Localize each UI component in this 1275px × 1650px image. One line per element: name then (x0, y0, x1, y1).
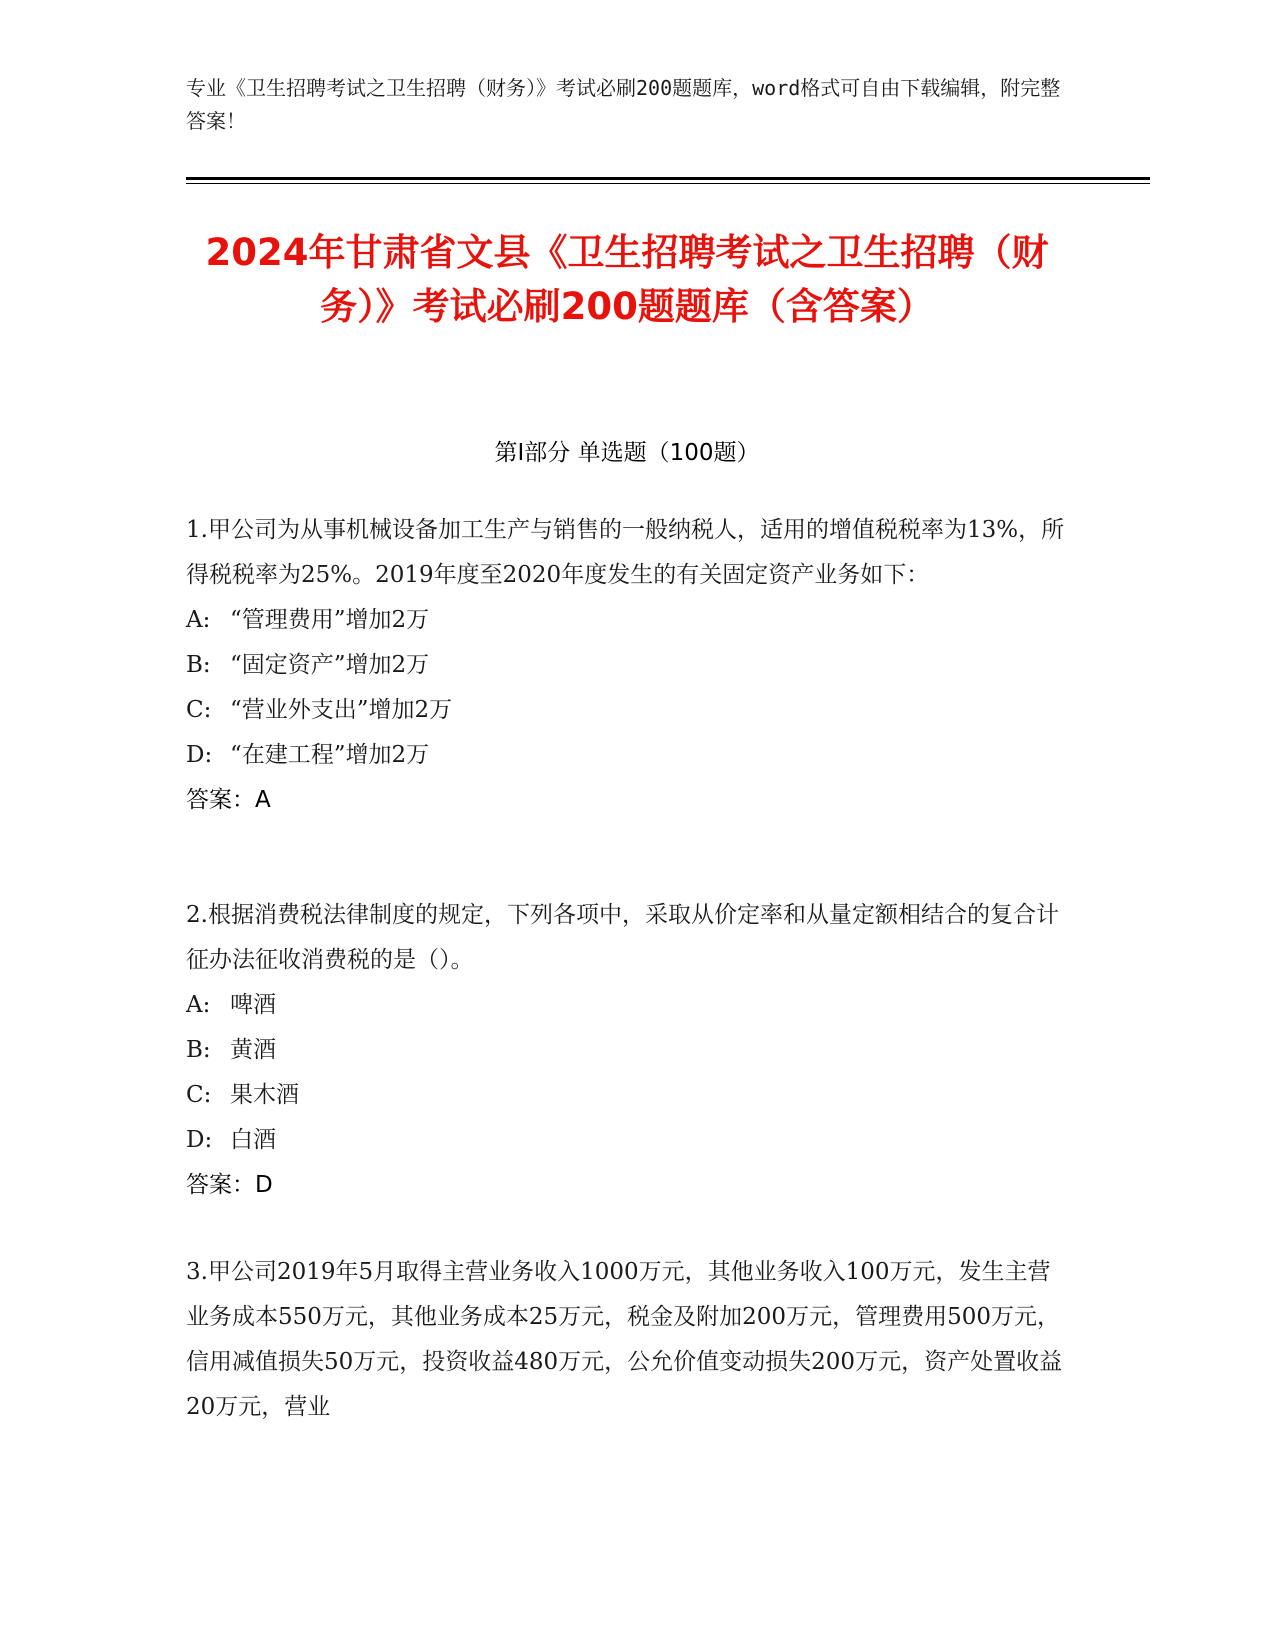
option-letter: D: (186, 742, 213, 768)
question-1 (186, 508, 1066, 823)
option-a (186, 983, 1066, 1028)
question-3 (186, 1250, 1066, 1430)
option-b (186, 643, 1066, 688)
option-letter: B: (186, 652, 211, 678)
document-title: 2024年甘肃省文县《卫生招聘考试之卫生招聘（财务）》考试必刷200题题库（含答案） (205, 231, 1049, 328)
option-text: “营业外支出”增加2万 (230, 697, 453, 723)
option-letter: A: (186, 992, 211, 1018)
option-letter: C: (186, 697, 212, 723)
header-note: 专业《卫生招聘考试之卫生招聘（财务）》考试必刷200题题库，word格式可自由下载编辑，附完整答案！ (186, 76, 1061, 133)
header-divider-thick (186, 177, 1150, 180)
answer-label: 答案： (186, 787, 255, 813)
answer-line (186, 1163, 1066, 1208)
option-letter: D: (186, 1127, 213, 1153)
question-stem: 1.甲公司为从事机械设备加工生产与销售的一般纳税人，适用的增值税税率为13%，所得税税率为25%。2019年度至2020年度发生的有关固定资产业务如下： (186, 517, 1065, 588)
option-text: “在建工程”增加2万 (230, 742, 430, 768)
question-stem: 2.根据消费税法律制度的规定，下列各项中，采取从价定率和从量定额相结合的复合计征办法征收消费税的是（）。 (186, 902, 1059, 973)
answer-value: A (255, 787, 271, 813)
option-b (186, 1028, 1066, 1073)
option-d (186, 733, 1066, 778)
option-text: 啤酒 (230, 992, 276, 1018)
option-a (186, 598, 1066, 643)
answer-value: D (255, 1172, 273, 1198)
option-text: 果木酒 (230, 1082, 299, 1108)
option-d (186, 1118, 1066, 1163)
option-letter: A: (186, 607, 211, 633)
answer-label: 答案： (186, 1172, 255, 1198)
option-text: “管理费用”增加2万 (230, 607, 430, 633)
answer-line (186, 778, 1066, 823)
option-letter: B: (186, 1037, 211, 1063)
section-title: 第I部分 单选题（100题） (494, 440, 760, 466)
question-2 (186, 893, 1066, 1208)
option-letter: C: (186, 1082, 212, 1108)
question-stem: 3.甲公司2019年5月取得主营业务收入1000万元，其他业务收入100万元，发生主营业务成本550万元，其他业务成本25万元，税金及附加200万元，管理费用500万元，信用减值损失50万元，投资收益480万元，公允价值变动损失200万元，资产处置收益20万元，营业 (186, 1259, 1063, 1420)
option-text: 白酒 (230, 1127, 276, 1153)
header-divider-thin (186, 183, 1150, 184)
option-text: 黄酒 (230, 1037, 276, 1063)
option-c (186, 1073, 1066, 1118)
option-c (186, 688, 1066, 733)
option-text: “固定资产”增加2万 (230, 652, 430, 678)
